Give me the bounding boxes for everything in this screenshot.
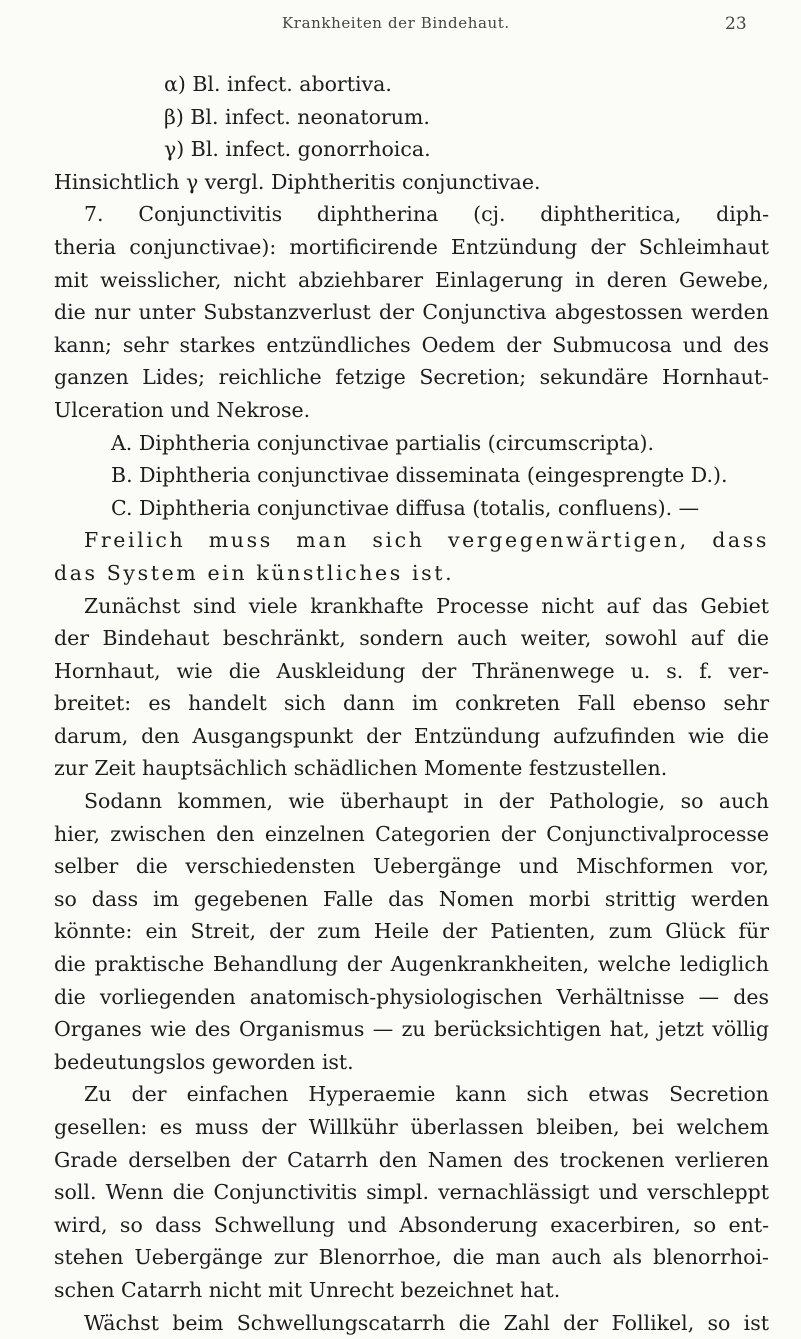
list-item-c: C. Diphtheria conjunctivae diffusa (totalis, confluens). — — [111, 495, 700, 520]
page-number: 23 — [725, 14, 747, 34]
text-line: die praktische Behandlung der Augenkrankheiten, welche lediglich — [54, 952, 769, 977]
section-heading-line: 7. Conjunctivitis diphtherina (cj. diphtheritica, diph- — [84, 202, 769, 227]
paragraph-start: Wächst beim Schwellungscatarrh die Zahl der Follikel, so ist — [84, 1310, 769, 1335]
text-line: hier, zwischen den einzelnen Categorien der Conjunctivalprocesse — [54, 821, 769, 846]
text-line: breitet: es handelt sich dann im conkreten Fall ebenso sehr — [54, 691, 769, 716]
text-line: der Bindehaut beschränkt, sondern auch weiter, sowohl auf die — [54, 626, 769, 651]
list-item-b: B. Diphtheria conjunctivae disseminata (eingesprengte D.). — [111, 463, 728, 488]
body-text — [54, 68, 769, 1339]
text-line: soll. Wenn die Conjunctivitis simpl. vernachlässigt und verschleppt — [54, 1180, 769, 1205]
page-header — [0, 14, 801, 38]
text-line: kann; sehr starkes entzündliches Oedem der Submucosa und des — [54, 332, 769, 357]
text-line: die nur unter Substanzverlust der Conjunctiva abgestossen werden — [54, 300, 769, 325]
text-line: Hinsichtlich γ vergl. Diphtheritis conjunctivae. — [54, 169, 541, 194]
emphasis-line: Freilich muss man sich vergegenwärtigen, dass — [84, 528, 769, 553]
running-head: Krankheiten der Bindehaut. — [282, 14, 510, 32]
text-line: ganzen Lides; reichliche fetzige Secretion; sekundäre Hornhaut- — [54, 365, 769, 390]
text-line: Organes wie des Organismus — zu berücksichtigen hat, jetzt völlig — [54, 1017, 769, 1042]
text-line: darum, den Ausgangspunkt der Entzündung aufzufinden wie die — [54, 723, 769, 748]
paragraph-start: Zunächst sind viele krankhafte Processe nicht auf das Gebiet — [84, 593, 769, 618]
text-line: theria conjunctivae): mortificirende Entzündung der Schleimhaut — [54, 234, 769, 259]
text-line: mit weisslicher, nicht abziehbarer Einlagerung in deren Gewebe, — [54, 267, 769, 292]
list-item-gamma: γ) Bl. infect. gonorrhoica. — [164, 137, 431, 162]
text-line: so dass im gegebenen Falle das Nomen morbi strittig werden — [54, 886, 769, 911]
text-line: könnte: ein Streit, der zum Heile der Patienten, zum Glück für — [54, 919, 769, 944]
text-line: gesellen: es muss der Willkühr überlassen bleiben, bei welchem — [54, 1115, 769, 1139]
text-line: wird, so dass Schwellung und Absonderung exacerbiren, so ent- — [54, 1212, 769, 1237]
paragraph-start: Zu der einfachen Hyperaemie kann sich etwas Secretion — [84, 1082, 769, 1107]
list-item-a: A. Diphtheria conjunctivae partialis (circumscripta). — [111, 430, 655, 455]
text-line: zur Zeit hauptsächlich schädlichen Momente festzustellen. — [54, 756, 668, 781]
text-line: bedeutungslos geworden ist. — [54, 1049, 354, 1074]
text-line: stehen Uebergänge zur Blenorrhoe, die man auch als blenorrhoi- — [54, 1245, 769, 1270]
list-item-beta: β) Bl. infect. neonatorum. — [164, 104, 430, 129]
list-item-alpha: α) Bl. infect. abortiva. — [164, 72, 392, 96]
text-line: schen Catarrh nicht mit Unrecht bezeichnet hat. — [54, 1277, 561, 1302]
text-line: selber die verschiedensten Uebergänge und Mischformen vor, — [54, 854, 769, 879]
text-line: Grade derselben der Catarrh den Namen des trockenen verlieren — [54, 1147, 769, 1172]
paragraph-start: Sodann kommen, wie überhaupt in der Pathologie, so auch — [84, 789, 769, 814]
text-line: die vorliegenden anatomisch-physiologischen Verhältnisse — des — [54, 984, 769, 1009]
text-line: Hornhaut, wie die Auskleidung der Thränenwege u. s. f. ver- — [54, 658, 769, 683]
emphasis-line: das System ein künstliches ist. — [54, 560, 455, 585]
text-line: Ulceration und Nekrose. — [54, 397, 311, 422]
